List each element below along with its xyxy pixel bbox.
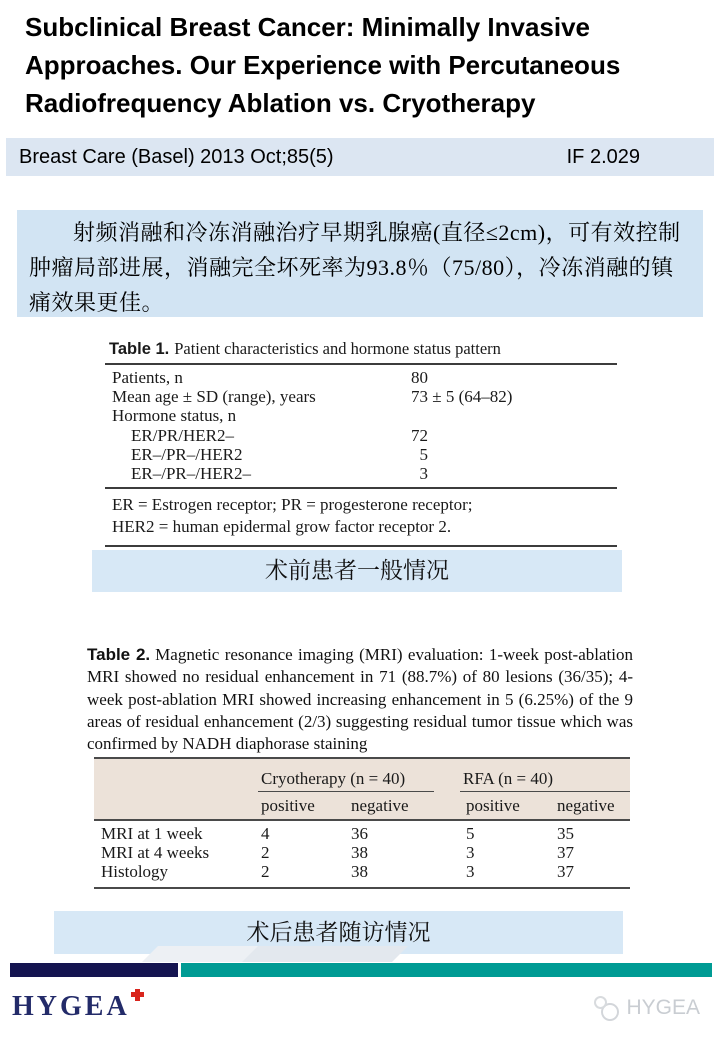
- table-row: [105, 387, 617, 406]
- row-label: Histology: [101, 862, 169, 882]
- red-cross-icon: [131, 989, 144, 1001]
- cell-value: 35: [557, 824, 574, 843]
- table2-subheader-row: [94, 792, 630, 819]
- watermark-text: HYGEA: [626, 996, 700, 1019]
- cell-value: 3: [466, 862, 475, 882]
- table2-caption-label: Table 2.: [87, 645, 151, 664]
- table2-caption: [87, 644, 633, 755]
- row-label: ER–/PR–/HER2–: [131, 463, 251, 483]
- table-row: [105, 368, 617, 387]
- section-banner-followup: 术后患者随访情况: [54, 911, 623, 954]
- table2-figure: [94, 757, 630, 889]
- cell-value: 37: [557, 843, 574, 863]
- table-row: [94, 824, 630, 843]
- table1-caption: [109, 339, 617, 359]
- cell-value: 37: [557, 862, 574, 882]
- cell-value: 38: [351, 862, 368, 882]
- row-label: ER–/PR–/HER2: [131, 444, 243, 464]
- column-header: negative: [557, 796, 615, 815]
- table-row: [94, 843, 630, 862]
- column-header: positive: [466, 796, 520, 815]
- footer-decoration: [242, 946, 408, 962]
- row-label: Mean age ± SD (range), years: [112, 387, 316, 407]
- footer-teal-bar: [181, 963, 712, 977]
- watermark-logo-icon: [593, 996, 619, 1020]
- table2-group-header-row: [94, 759, 630, 792]
- cell-value: 5: [466, 824, 475, 843]
- row-label: MRI at 1 week: [101, 824, 203, 843]
- row-value: 73 ± 5 (64–82): [411, 387, 513, 407]
- cell-value: 2: [261, 843, 270, 863]
- journal-citation: Breast Care (Basel) 2013 Oct;85(5): [19, 145, 334, 168]
- page-title: Subclinical Breast Cancer: Minimally Invasive Approaches. Our Experience with Percutaneous Radiofrequency Ablation vs. Cryotherapy: [25, 12, 621, 118]
- row-label: Hormone status, n: [112, 406, 237, 426]
- column-header: negative: [351, 796, 409, 815]
- table1-figure: [105, 339, 617, 547]
- group-header-rfa: RFA (n = 40): [460, 769, 630, 792]
- group-header-cryotherapy: Cryotherapy (n = 40): [258, 769, 434, 792]
- table1-body: [105, 363, 617, 489]
- table2-caption-text: Magnetic resonance imaging (MRI) evaluation: 1-week post-ablation MRI showed no residual enhancement in 71 (88.7%) of 80 lesions (36/35); 4-week post-ablation MRI showed increasing enhancement in 5 (6.25%) of the 9 areas of residual enhancement (2/3) suggesting residual tumor tissue which was confirmed by NADH diaphorase staining: [87, 645, 633, 754]
- footnote-line: ER = Estrogen receptor; PR = progesterone receptor;: [112, 495, 473, 515]
- cell-value: 4: [261, 824, 270, 843]
- row-label: Patients, n: [112, 368, 183, 387]
- section-banner-preop: 术前患者一般情况: [92, 550, 622, 592]
- cell-value: 38: [351, 843, 368, 863]
- footnote-line: HER2 = human epidermal grow factor receptor 2.: [112, 517, 452, 537]
- subheader-empty: [94, 792, 261, 819]
- cell-value: 2: [261, 862, 270, 882]
- summary-box-cn: 射频消融和冷冻消融治疗早期乳腺癌(直径≤2cm)，可有效控制肿瘤局部进展，消融完全坏死率为93.8％（75/80），冷冻消融的镇痛效果更佳。: [17, 210, 703, 317]
- row-value: [411, 406, 617, 425]
- table1-footnote: [105, 489, 617, 547]
- column-header: positive: [261, 796, 315, 815]
- row-value: 80: [411, 368, 428, 387]
- hygea-watermark: [593, 996, 700, 1020]
- table-row: [94, 862, 630, 881]
- table-row: [105, 464, 617, 483]
- row-label: ER/PR/HER2–: [131, 425, 234, 445]
- row-value: 5: [411, 444, 428, 464]
- journal-bar: [6, 138, 714, 176]
- table-row: [105, 426, 617, 445]
- table1-caption-label: Table 1.: [109, 340, 170, 358]
- row-value: 72: [411, 425, 428, 445]
- impact-factor: IF 2.029: [566, 145, 640, 168]
- hygea-logo-text: HYGEA: [12, 991, 130, 1022]
- cell-value: 3: [466, 843, 475, 863]
- row-label: MRI at 4 weeks: [101, 843, 210, 863]
- table1-caption-text: Patient characteristics and hormone status pattern: [174, 339, 501, 358]
- cell-value: 36: [351, 824, 368, 843]
- table2-header: [94, 757, 630, 821]
- table-row: [105, 445, 617, 464]
- table-row: [105, 406, 617, 425]
- row-value: 3: [411, 463, 428, 483]
- hygea-logo: [12, 989, 144, 1023]
- footer-navy-bar: [10, 963, 178, 977]
- table2-body: [94, 821, 630, 889]
